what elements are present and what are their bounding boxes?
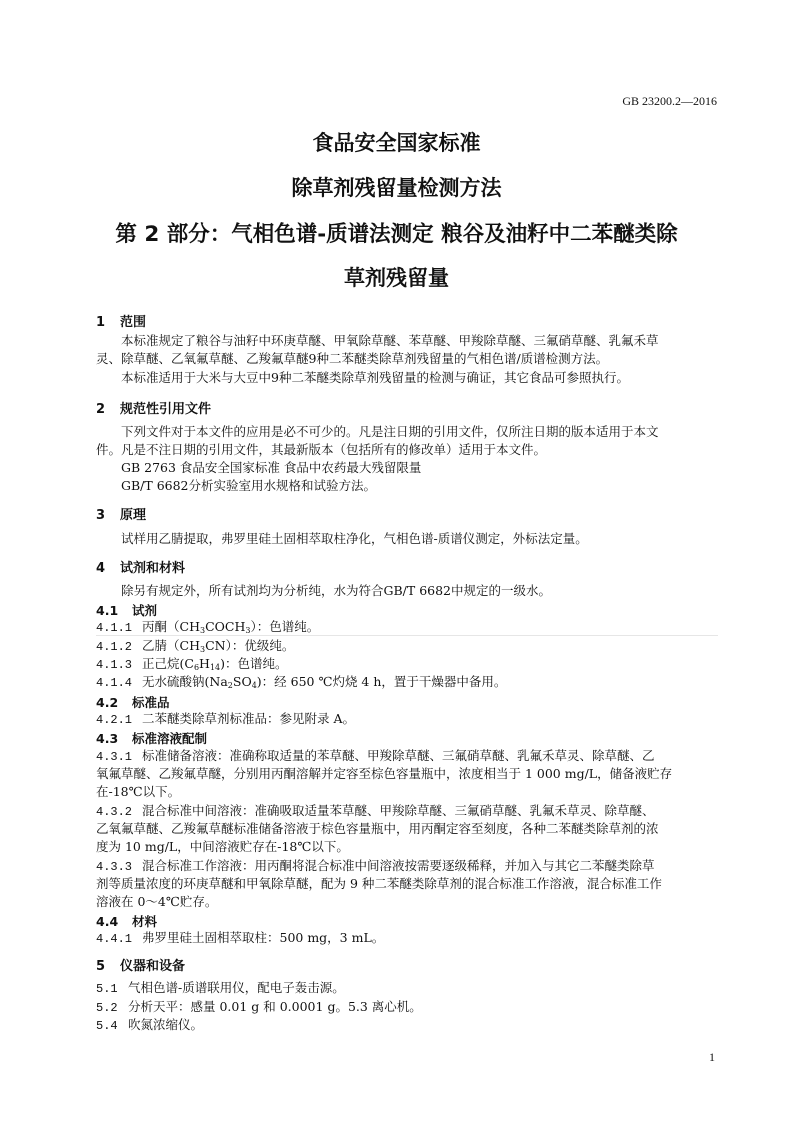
apparatus-item: 5.1 气相色谱-质谱联用仪，配电子轰击源。 — [96, 980, 345, 996]
paragraph: 除另有规定外，所有试剂均为分析纯，水为符合GB/T 6682中规定的一级水。 — [121, 583, 552, 598]
reagent-item: 4.1.1 丙酮$(CH_3COCH_3)$：色谱纯。 — [96, 619, 320, 635]
title-line-4: 草剂残留量 — [344, 266, 449, 290]
subsection-heading-standards: 4.2 标准品 — [96, 695, 170, 710]
reagent-item: 4.1.4 无水硫酸钠$(Na_2SO_4)$：经 650 ℃灼烧 4 h，置于干燥器中备用。 — [96, 674, 507, 690]
reagent-item: 4.3.2 混合标准中间溶液：准确吸取适量苯草醚、甲羧除草醚、三氟硝草醚、乳氟禾草灵、除草醚、 — [96, 803, 655, 819]
title-line-3: 第 2 部分：气相色谱-质谱法测定 粮谷及油籽中二苯醚类除 — [115, 222, 678, 247]
subsection-heading-materials: 4.4 材料 — [96, 914, 158, 929]
section-heading-references: 2 规范性引用文件 — [96, 402, 212, 417]
reagent-item: 4.3.1 标准储备溶液：准确称取适量的苯草醚、甲羧除草醚、三氟硝草醚、乳氟禾草灵、除草醚、乙 — [96, 748, 655, 764]
paragraph: 溶液在 0～4℃贮存。 — [96, 894, 218, 909]
section-heading-apparatus: 5 仪器和设备 — [96, 959, 186, 974]
standard-code: GB 23200.2—2016 — [622, 94, 717, 108]
paragraph: 件。凡是不注日期的引用文件，其最新版本（包括所有的修改单）适用于本文件。 — [96, 442, 547, 457]
section-heading-reagents: 4 试剂和材料 — [96, 561, 186, 576]
reagent-item: 4.4.1 弗罗里硅土固相萃取柱：500 mg，3 mL。 — [96, 930, 385, 946]
subsection-heading-reagents: 4.1 试剂 — [96, 603, 158, 618]
paragraph: 下列文件对于本文件的应用是必不可少的。凡是注日期的引用文件，仅所注日期的版本适用于本文 — [121, 424, 659, 439]
paragraph: 在-18℃以下。 — [96, 784, 181, 799]
reference-item: GB/T 6682分析实验室用水规格和试验方法。 — [121, 478, 377, 493]
section-heading-principle: 3 原理 — [96, 508, 147, 523]
subsection-heading-solutions: 4.3 标准溶液配制 — [96, 731, 208, 746]
divider — [96, 635, 718, 636]
apparatus-item: 5.4 吹氮浓缩仪。 — [96, 1017, 204, 1033]
reference-item: GB 2763 食品安全国家标准 食品中农药最大残留限量 — [121, 460, 422, 475]
paragraph: 氧氟草醚、乙羧氟草醚，分别用丙酮溶解并定容至棕色容量瓶中，浓度相当于 1 000 mg/L，储备液贮存 — [96, 766, 673, 781]
paragraph: 乙氧氟草醚、乙羧氟草醚标准储备溶液于棕色容量瓶中，用丙酮定容至刻度，各种二苯醚类除草剂的浓 — [96, 821, 659, 836]
page-number: 1 — [709, 1050, 715, 1064]
paragraph: 剂等质量浓度的环庚草醚和甲氧除草醚，配为 9 种二苯醚类除草剂的混合标准工作溶液，混合标准工作 — [96, 876, 662, 891]
paragraph: 灵、除草醚、乙氧氟草醚、乙羧氟草醚9种二苯醚类除草剂残留量的气相色谱/质谱检测方法。 — [96, 351, 609, 366]
reagent-item: 4.3.3 混合标准工作溶液：用丙酮将混合标准中间溶液按需要逐级稀释，并加入与其它二苯醚类除草 — [96, 858, 655, 874]
section-heading-scope: 1 范围 — [96, 315, 147, 330]
reagent-item: 4.1.2 乙腈$(CH_3CN)$：优级纯。 — [96, 638, 295, 654]
paragraph: 度为 10 mg/L，中间溶液贮存在-18℃以下。 — [96, 839, 349, 854]
title-line-1: 食品安全国家标准 — [312, 131, 481, 155]
paragraph: 本标准适用于大米与大豆中9种二苯醚类除草剂残留量的检测与确证，其它食品可参照执行。 — [121, 370, 629, 385]
reagent-item: 4.1.3 正己烷$(C_6H_{14})$：色谱纯。 — [96, 656, 288, 672]
paragraph: 本标准规定了粮谷与油籽中环庚草醚、甲氧除草醚、苯草醚、甲羧除草醚、三氟硝草醚、乳氟禾草 — [121, 333, 659, 348]
apparatus-item: 5.2 分析天平：感量 0.01 g 和 0.0001 g。5.3 离心机。 — [96, 999, 422, 1015]
title-line-2: 除草剂残留量检测方法 — [291, 176, 502, 200]
reagent-item: 4.2.1 二苯醚类除草剂标准品：参见附录 A。 — [96, 711, 356, 727]
paragraph: 试样用乙腈提取，弗罗里硅土固相萃取柱净化，气相色谱-质谱仪测定，外标法定量。 — [121, 531, 588, 546]
